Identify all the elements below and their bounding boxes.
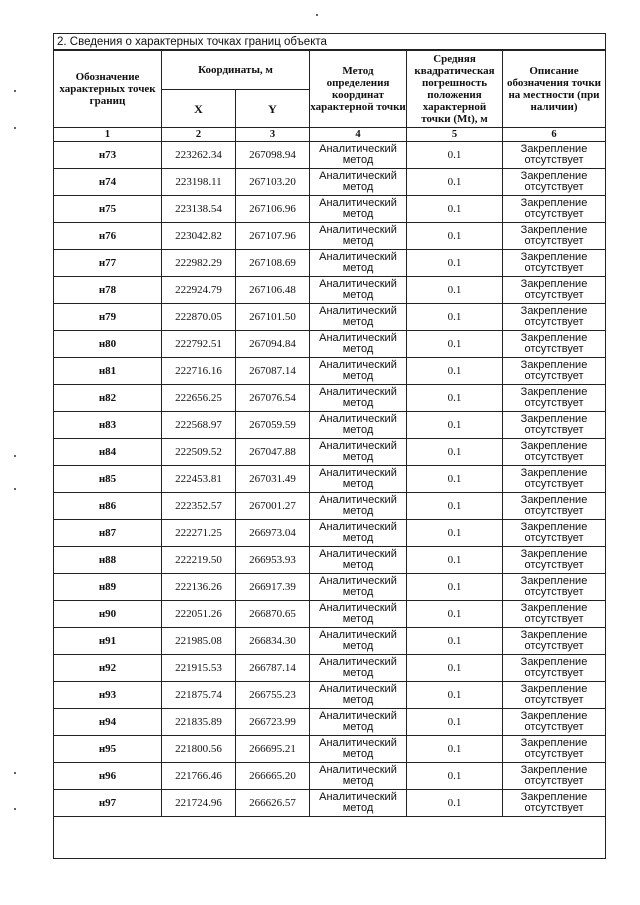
error-cell: 0.1 — [407, 385, 503, 412]
error-cell: 0.1 — [407, 358, 503, 385]
y-cell: 267106.96 — [236, 196, 310, 223]
method-cell: Аналитический метод — [310, 331, 407, 358]
y-cell: 267059.59 — [236, 412, 310, 439]
description-cell: Закрепление отсутствует — [503, 466, 606, 493]
error-cell: 0.1 — [407, 223, 503, 250]
y-cell: 266626.57 — [236, 790, 310, 817]
error-cell: 0.1 — [407, 709, 503, 736]
method-cell: Аналитический метод — [310, 736, 407, 763]
y-cell: 266953.93 — [236, 547, 310, 574]
scan-speck — [14, 90, 16, 92]
x-cell: 222568.97 — [162, 412, 236, 439]
y-cell: 267108.69 — [236, 250, 310, 277]
column-number: 2 — [162, 128, 236, 142]
method-cell: Аналитический метод — [310, 169, 407, 196]
column-number: 1 — [54, 128, 162, 142]
method-cell: Аналитический метод — [310, 601, 407, 628]
method-cell: Аналитический метод — [310, 790, 407, 817]
description-cell: Закрепление отсутствует — [503, 223, 606, 250]
scan-speck — [14, 772, 16, 774]
table-row — [54, 412, 606, 439]
table-body — [54, 142, 606, 817]
method-cell: Аналитический метод — [310, 466, 407, 493]
column-number: 4 — [310, 128, 407, 142]
y-cell: 267103.20 — [236, 169, 310, 196]
x-cell: 221875.74 — [162, 682, 236, 709]
error-cell: 0.1 — [407, 169, 503, 196]
description-cell: Закрепление отсутствует — [503, 628, 606, 655]
error-cell: 0.1 — [407, 142, 503, 169]
header-x: X — [162, 90, 236, 128]
method-cell: Аналитический метод — [310, 493, 407, 520]
point-cell: н87 — [54, 520, 162, 547]
scan-speck — [14, 455, 16, 457]
error-cell: 0.1 — [407, 763, 503, 790]
description-cell: Закрепление отсутствует — [503, 385, 606, 412]
header-designation: Обозначение характерных точек границ — [54, 51, 162, 128]
x-cell: 222982.29 — [162, 250, 236, 277]
x-cell: 223138.54 — [162, 196, 236, 223]
method-cell: Аналитический метод — [310, 655, 407, 682]
header-y: Y — [236, 90, 310, 128]
x-cell: 222352.57 — [162, 493, 236, 520]
y-cell: 267106.48 — [236, 277, 310, 304]
method-cell: Аналитический метод — [310, 358, 407, 385]
point-cell: н95 — [54, 736, 162, 763]
x-cell: 222792.51 — [162, 331, 236, 358]
point-cell: н86 — [54, 493, 162, 520]
column-number: 3 — [236, 128, 310, 142]
method-cell: Аналитический метод — [310, 547, 407, 574]
scan-speck — [14, 488, 16, 490]
header-coordinates: Координаты, м — [162, 51, 310, 90]
description-cell: Закрепление отсутствует — [503, 574, 606, 601]
error-cell: 0.1 — [407, 601, 503, 628]
description-cell: Закрепление отсутствует — [503, 304, 606, 331]
y-cell: 267087.14 — [236, 358, 310, 385]
table-row — [54, 331, 606, 358]
description-cell: Закрепление отсутствует — [503, 682, 606, 709]
error-cell: 0.1 — [407, 250, 503, 277]
y-cell: 266870.65 — [236, 601, 310, 628]
point-cell: н79 — [54, 304, 162, 331]
point-cell: н81 — [54, 358, 162, 385]
error-cell: 0.1 — [407, 736, 503, 763]
method-cell: Аналитический метод — [310, 304, 407, 331]
method-cell: Аналитический метод — [310, 439, 407, 466]
error-cell: 0.1 — [407, 574, 503, 601]
error-cell: 0.1 — [407, 682, 503, 709]
y-cell: 267001.27 — [236, 493, 310, 520]
column-number-row — [54, 128, 606, 142]
y-cell: 267047.88 — [236, 439, 310, 466]
table-row — [54, 277, 606, 304]
method-cell: Аналитический метод — [310, 142, 407, 169]
method-cell: Аналитический метод — [310, 628, 407, 655]
error-cell: 0.1 — [407, 331, 503, 358]
point-cell: н90 — [54, 601, 162, 628]
scan-speck — [14, 127, 16, 129]
x-cell: 221800.56 — [162, 736, 236, 763]
description-cell: Закрепление отсутствует — [503, 790, 606, 817]
header-description: Описание обозначения точки на местности (при наличии) — [503, 51, 606, 128]
table-row — [54, 250, 606, 277]
column-number: 5 — [407, 128, 503, 142]
x-cell: 221766.46 — [162, 763, 236, 790]
x-cell: 222453.81 — [162, 466, 236, 493]
table-row — [54, 196, 606, 223]
description-cell: Закрепление отсутствует — [503, 250, 606, 277]
description-cell: Закрепление отсутствует — [503, 358, 606, 385]
y-cell: 267107.96 — [236, 223, 310, 250]
description-cell: Закрепление отсутствует — [503, 493, 606, 520]
point-cell: н74 — [54, 169, 162, 196]
y-cell: 266973.04 — [236, 520, 310, 547]
y-cell: 267098.94 — [236, 142, 310, 169]
error-cell: 0.1 — [407, 196, 503, 223]
scan-speck — [316, 14, 318, 16]
point-cell: н84 — [54, 439, 162, 466]
point-cell: н93 — [54, 682, 162, 709]
x-cell: 222924.79 — [162, 277, 236, 304]
description-cell: Закрепление отсутствует — [503, 277, 606, 304]
point-cell: н77 — [54, 250, 162, 277]
description-cell: Закрепление отсутствует — [503, 547, 606, 574]
point-cell: н94 — [54, 709, 162, 736]
method-cell: Аналитический метод — [310, 412, 407, 439]
point-cell: н91 — [54, 628, 162, 655]
error-cell: 0.1 — [407, 493, 503, 520]
x-cell: 223042.82 — [162, 223, 236, 250]
y-cell: 267076.54 — [236, 385, 310, 412]
method-cell: Аналитический метод — [310, 574, 407, 601]
y-cell: 266834.30 — [236, 628, 310, 655]
point-cell: н92 — [54, 655, 162, 682]
method-cell: Аналитический метод — [310, 709, 407, 736]
x-cell: 222136.26 — [162, 574, 236, 601]
method-cell: Аналитический метод — [310, 385, 407, 412]
error-cell: 0.1 — [407, 655, 503, 682]
y-cell: 266695.21 — [236, 736, 310, 763]
error-cell: 0.1 — [407, 277, 503, 304]
x-cell: 222870.05 — [162, 304, 236, 331]
table-row — [54, 520, 606, 547]
y-cell: 266665.20 — [236, 763, 310, 790]
method-cell: Аналитический метод — [310, 682, 407, 709]
y-cell: 266755.23 — [236, 682, 310, 709]
table-row — [54, 682, 606, 709]
point-cell: н73 — [54, 142, 162, 169]
header-error: Средняя квадратическая погрешность положения характерной точки (Mt), м — [407, 51, 503, 128]
point-cell: н89 — [54, 574, 162, 601]
method-cell: Аналитический метод — [310, 520, 407, 547]
description-cell: Закрепление отсутствует — [503, 601, 606, 628]
table-row — [54, 790, 606, 817]
description-cell: Закрепление отсутствует — [503, 763, 606, 790]
x-cell: 222716.16 — [162, 358, 236, 385]
column-number: 6 — [503, 128, 606, 142]
table-row — [54, 547, 606, 574]
point-cell: н96 — [54, 763, 162, 790]
error-cell: 0.1 — [407, 412, 503, 439]
y-cell: 267101.50 — [236, 304, 310, 331]
x-cell: 223262.34 — [162, 142, 236, 169]
description-cell: Закрепление отсутствует — [503, 169, 606, 196]
description-cell: Закрепление отсутствует — [503, 439, 606, 466]
description-cell: Закрепление отсутствует — [503, 736, 606, 763]
table-row — [54, 142, 606, 169]
description-cell: Закрепление отсутствует — [503, 655, 606, 682]
table-row — [54, 709, 606, 736]
header-method: Метод определения координат характерной точки — [310, 51, 407, 128]
point-cell: н78 — [54, 277, 162, 304]
description-cell: Закрепление отсутствует — [503, 520, 606, 547]
table-row — [54, 466, 606, 493]
error-cell: 0.1 — [407, 547, 503, 574]
point-cell: н83 — [54, 412, 162, 439]
table-row — [54, 628, 606, 655]
x-cell: 222219.50 — [162, 547, 236, 574]
table-row — [54, 655, 606, 682]
table-row — [54, 304, 606, 331]
table-row — [54, 385, 606, 412]
table-row — [54, 223, 606, 250]
error-cell: 0.1 — [407, 466, 503, 493]
x-cell: 221915.53 — [162, 655, 236, 682]
y-cell: 267094.84 — [236, 331, 310, 358]
point-cell: н82 — [54, 385, 162, 412]
error-cell: 0.1 — [407, 628, 503, 655]
description-cell: Закрепление отсутствует — [503, 142, 606, 169]
point-cell: н76 — [54, 223, 162, 250]
description-cell: Закрепление отсутствует — [503, 709, 606, 736]
description-cell: Закрепление отсутствует — [503, 412, 606, 439]
x-cell: 223198.11 — [162, 169, 236, 196]
point-cell: н75 — [54, 196, 162, 223]
method-cell: Аналитический метод — [310, 277, 407, 304]
table-row — [54, 601, 606, 628]
point-cell: н80 — [54, 331, 162, 358]
x-cell: 222656.25 — [162, 385, 236, 412]
point-cell: н88 — [54, 547, 162, 574]
table-row — [54, 736, 606, 763]
table-row — [54, 439, 606, 466]
x-cell: 222051.26 — [162, 601, 236, 628]
error-cell: 0.1 — [407, 439, 503, 466]
x-cell: 222509.52 — [162, 439, 236, 466]
x-cell: 222271.25 — [162, 520, 236, 547]
point-cell: н85 — [54, 466, 162, 493]
x-cell: 221724.96 — [162, 790, 236, 817]
section-title: 2. Сведения о характерных точках границ объекта — [54, 34, 605, 50]
document-frame — [53, 33, 606, 859]
method-cell: Аналитический метод — [310, 223, 407, 250]
boundary-points-table — [53, 50, 606, 817]
table-row — [54, 763, 606, 790]
error-cell: 0.1 — [407, 304, 503, 331]
table-row — [54, 574, 606, 601]
scan-speck — [14, 808, 16, 810]
error-cell: 0.1 — [407, 520, 503, 547]
description-cell: Закрепление отсутствует — [503, 331, 606, 358]
description-cell: Закрепление отсутствует — [503, 196, 606, 223]
table-row — [54, 358, 606, 385]
x-cell: 221985.08 — [162, 628, 236, 655]
y-cell: 266917.39 — [236, 574, 310, 601]
x-cell: 221835.89 — [162, 709, 236, 736]
table-row — [54, 493, 606, 520]
error-cell: 0.1 — [407, 790, 503, 817]
y-cell: 266787.14 — [236, 655, 310, 682]
table-row — [54, 169, 606, 196]
method-cell: Аналитический метод — [310, 196, 407, 223]
method-cell: Аналитический метод — [310, 250, 407, 277]
y-cell: 267031.49 — [236, 466, 310, 493]
method-cell: Аналитический метод — [310, 763, 407, 790]
point-cell: н97 — [54, 790, 162, 817]
y-cell: 266723.99 — [236, 709, 310, 736]
